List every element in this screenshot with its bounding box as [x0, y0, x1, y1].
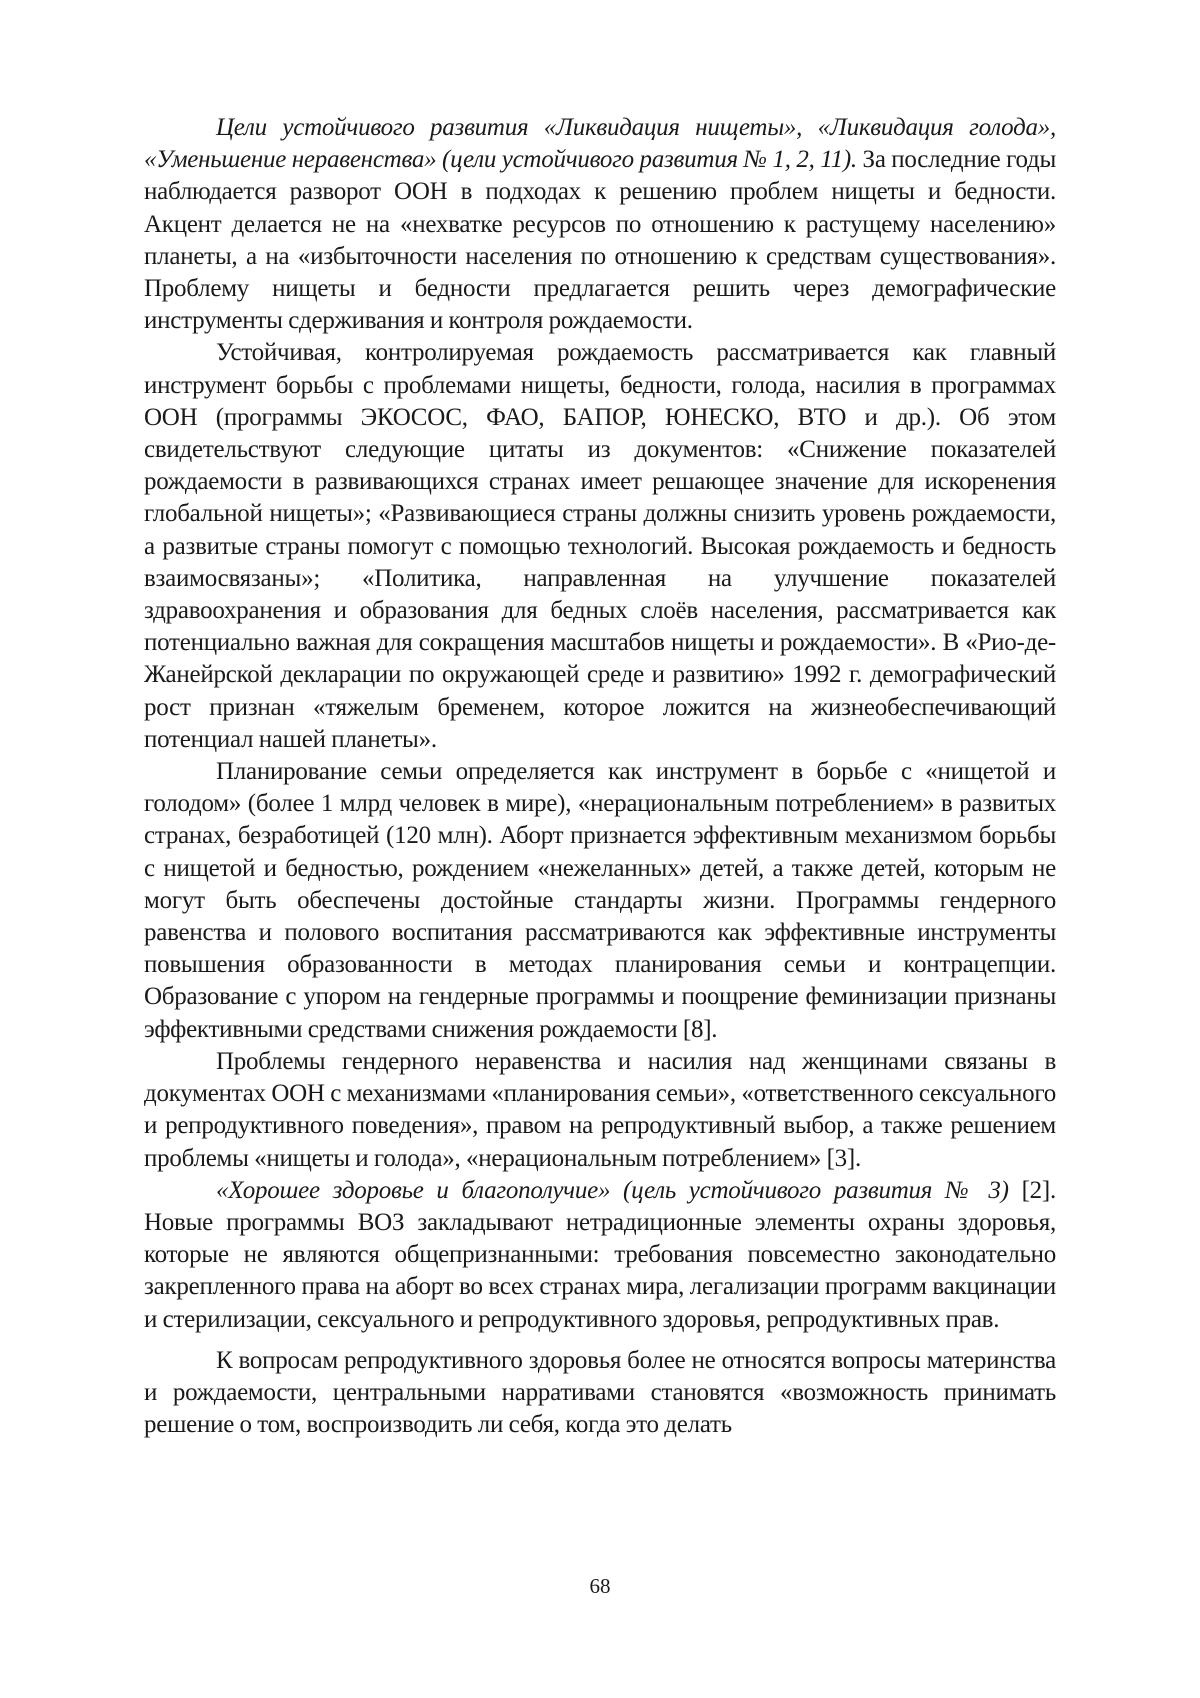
page-number: 68 — [0, 1574, 1200, 1598]
italic-heading-goal-3: «Хорошее здоровье и благополучие» (цель устойчивого развития № 3) — [216, 1177, 1009, 1204]
paragraph-text: Планирование семьи определяется как инструмент в борьбе с «нищетой и голодом» (более 1 млрд человек в мире), «нерациональным потреблением» в развитых странах, безработицей (120 млн). Аборт признается эффективным механизмом борьбы с нищетой и бедностью, рождением «нежеланных» детей, а также детей, которым не могут быть обеспечены достойные стандарты жизни. Программы гендерного равенства и полового воспитания рассматриваются как эффективные инструменты повышения образованности в методах планирования семьи и контрацепции. Образование с упором на гендерные программы и поощрение феминизации признаны эффективными средствами снижения рождаемости [8]. — [144, 758, 1056, 1043]
paragraph-text: К вопросам репродуктивного здоровья более не относятся вопросы материнства и рождаемости, центральными нарративами становятся «возможность принимать решение о том, воспроизводить ли себя, когда это делать — [144, 1347, 1056, 1438]
paragraph-controlled-birthrate — [144, 337, 1056, 756]
paragraph-text: Проблемы гендерного неравенства и насилия над женщинами связаны в документах ООН с механизмами «планирования семьи», «ответственного сексуального и репродуктивного поведения», правом на репродуктивный выбор, а также решением проблемы «нищеты и голода», «нерациональным потреблением» [3]. — [144, 1048, 1056, 1172]
document-page — [0, 0, 1200, 1698]
paragraph-family-planning — [144, 756, 1056, 1046]
paragraph-goals-1-2-11 — [144, 112, 1056, 337]
paragraph-text: За последние годы наблюдается разворот ООН в подходах к решению проблем нищеты и бедности. Акцент делается не на «нехватке ресурсов по отношению к растущему населению» планеты, а на «избыточности населения по отношению к средствам существования». Проблему нищеты и бедности предлагается решить через демографические инструменты сдерживания и контроля рождаемости. — [144, 146, 1056, 334]
paragraph-text: Устойчивая, контролируемая рождаемость рассматривается как главный инструмент борьбы с проблемами нищеты, бедности, голода, насилия в программах ООН (программы ЭКОСОС, ФАО, БАПОР, ЮНЕСКО, ВТО и др.). Об этом свидетельствуют следующие цитаты из документов: «Снижение показателей рождаемости в развивающихся странах имеет решающее значение для искоренения глобальной нищеты»; «Развивающиеся страны должны снизить уровень рождаемости, а развитые страны помогут с помощью технологий. Высокая рождаемость и бедность взаимосвязаны»; «Политика, направленная на улучшение показателей здравоохранения и образования для бедных слоёв населения, рассматривается как потенциально важная для сокращения масштабов нищеты и рождаемости». В «Рио-де-Жанейрской декларации по окружающей среде и развитию» 1992 г. демографический рост признан «тяжелым бременем, которое ложится на жизнеобеспечивающий потенциал нашей планеты». — [144, 339, 1056, 752]
paragraph-goal-3-health — [144, 1175, 1056, 1336]
italic-heading-goals-1-2-11: Цели устойчивого развития «Ликвидация нищеты», «Ликвидация голода», «Уменьшение неравенства» (цели устойчивого развития № 1, 2, 11). — [144, 114, 1056, 173]
body-text — [144, 112, 1056, 1441]
paragraph-gender-inequality — [144, 1046, 1056, 1175]
paragraph-text: [2]. Новые программы ВОЗ закладывают нетрадиционные элементы охраны здоровья, которые не являются общепризнанными: требования повсеместно законодательно закрепленного права на аборт во всех странах мира, легализации программ вакцинации и стерилизации, сексуального и репродуктивного здоровья, репродуктивных прав. — [144, 1177, 1056, 1333]
paragraph-reproductive-health — [144, 1345, 1056, 1442]
